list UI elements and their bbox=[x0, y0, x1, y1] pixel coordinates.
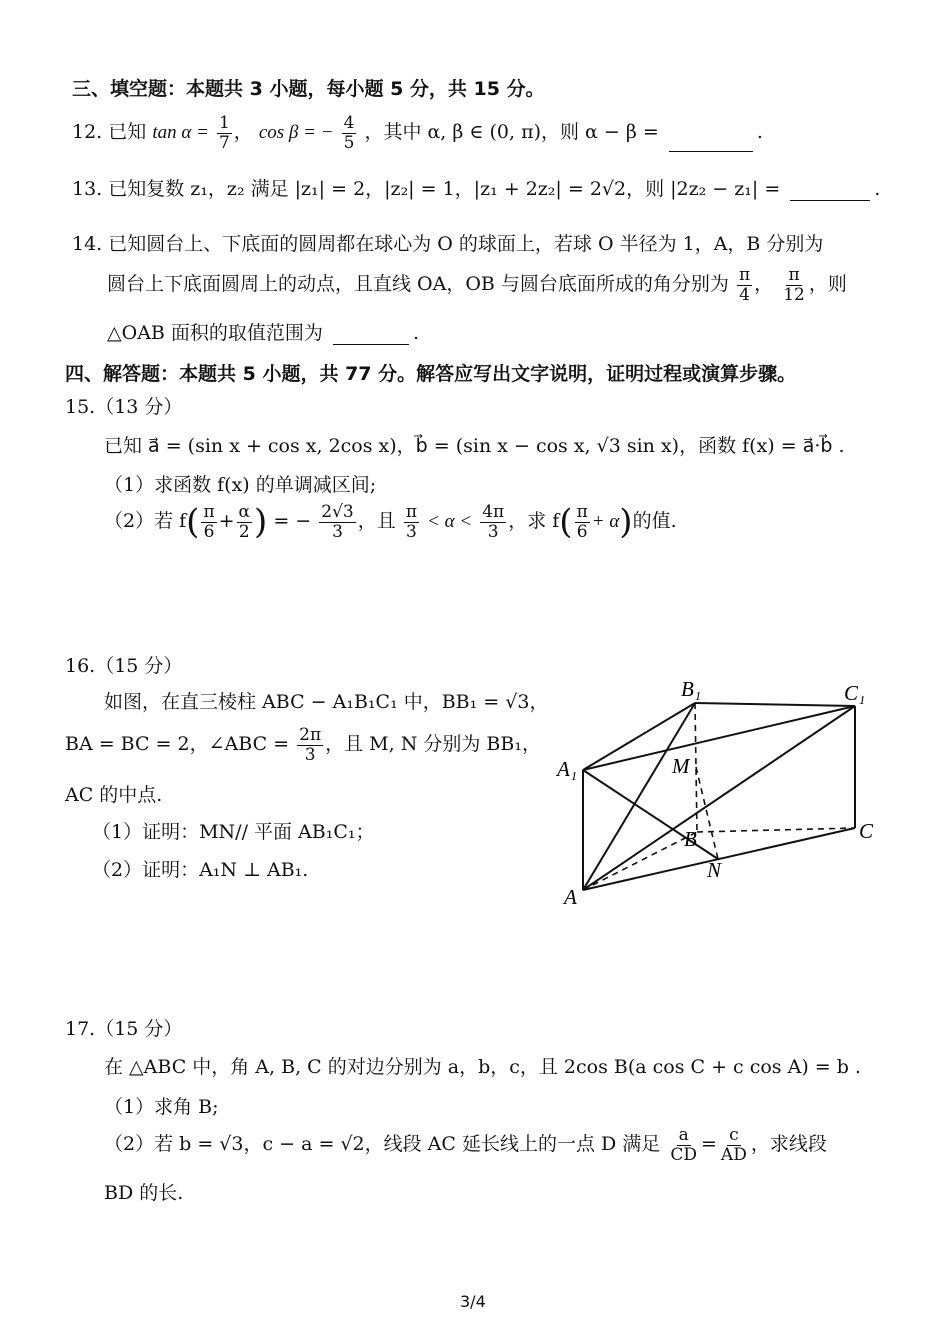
label-N: N bbox=[707, 858, 722, 882]
question-14-line-3 bbox=[107, 318, 419, 345]
label-C1: C₁ bbox=[844, 681, 866, 705]
edge-A1N bbox=[583, 770, 718, 859]
section-4-heading: 四、解答题：本题共 5 小题，共 77 分。解答应写出文字说明，证明过程或演算步骤。 bbox=[65, 363, 797, 385]
label-M: M bbox=[672, 754, 690, 778]
q14-line-3: △OAB 面积的取值范围为 bbox=[107, 322, 323, 344]
q12-text-1: 已知 bbox=[108, 121, 147, 144]
q15-part-2: （2）若 f( $\frac{\pi}{6}$ + $\frac{\alpha}{2}$ ) = − $\frac{2√3}{3}$ ，且 $\frac{\pi}{3}$ < α < $\frac{4\pi}{3}$ ，求 f( $\frac{\pi}{6}$ + α)的值. bbox=[104, 502, 677, 543]
q15-frac-pi6: $\frac{\pi}{6}$ bbox=[203, 502, 215, 542]
q17-part-1: （1）求角 B; bbox=[104, 1096, 219, 1118]
q12-tan: tan α = bbox=[152, 122, 209, 144]
label-A: A bbox=[564, 885, 577, 909]
q17-heading: 17.（15 分） bbox=[65, 1018, 183, 1040]
q13-end: . bbox=[874, 178, 881, 200]
edge-AB1 bbox=[583, 703, 695, 890]
q15-frac-4pi3: $\frac{4\pi}{3}$ bbox=[482, 502, 505, 542]
q16-part-2: （2）证明：A₁N ⊥ AB₁. bbox=[92, 859, 309, 881]
q17-frac-c-AD: $\frac{c}{AD}$ bbox=[720, 1125, 747, 1165]
label-C: C bbox=[859, 819, 874, 843]
edge-BC-hidden bbox=[697, 828, 855, 832]
question-12: 12. 已知 tan α = $\frac{1}{7}$ ， cos β = − $\frac{4}{5}$ ，其中 α, β ∈ (0, π)，则 α − β = . bbox=[72, 113, 763, 153]
q14-fraction-1: $\frac{\pi}{4}$ bbox=[738, 265, 751, 305]
q16-line-1: 如图，在直三棱柱 ABC − A₁B₁C₁ 中，BB₁ = √3， bbox=[104, 691, 549, 713]
q14-fraction-2: $\frac{\pi}{12}$ bbox=[783, 265, 805, 305]
q12-number: 12. bbox=[72, 121, 103, 144]
label-B1: B₁ bbox=[681, 677, 702, 701]
q12-end: . bbox=[756, 121, 763, 144]
label-B: B bbox=[684, 827, 697, 851]
question-14-line-1 bbox=[72, 229, 823, 256]
question-13 bbox=[72, 174, 880, 201]
q15-heading: 15.（13 分） bbox=[65, 396, 183, 418]
q12-text-2: ，其中 α, β ∈ (0, π)，则 α − β = bbox=[364, 121, 659, 144]
q14-number: 14. bbox=[72, 233, 103, 255]
q17-line-1: 在 △ABC 中，角 A, B, C 的对边分别为 a，b，c，且 2cos B(a cos C + c cos A) = b . bbox=[104, 1056, 861, 1078]
edge-MN-hidden bbox=[696, 767, 718, 859]
section-3-heading: 三、填空题：本题共 3 小题，每小题 5 分，共 15 分。 bbox=[72, 78, 545, 100]
edge-A1C1 bbox=[583, 706, 855, 770]
q14-end: . bbox=[412, 322, 420, 344]
q12-fraction-2: $\frac{4}{5}$ bbox=[343, 113, 355, 153]
q15-frac-value: $\frac{2√3}{3}$ bbox=[321, 502, 354, 542]
q15-frac-alpha2: $\frac{\alpha}{2}$ bbox=[238, 502, 251, 542]
prism-figure bbox=[548, 668, 888, 918]
q13-text: 已知复数 z₁，z₂ 满足 |z₁| = 2，|z₂| = 1，|z₁ + 2z₂| = 2√2，则 |2z₂ − z₁| = bbox=[108, 178, 781, 200]
label-A1: A₁ bbox=[557, 757, 578, 781]
q15-frac-pi3: $\frac{\pi}{3}$ bbox=[405, 502, 417, 542]
q15-line-1: 已知 a⃗ = (sin x + cos x, 2cos x)，b⃗ = (sin x − cos x, √3 sin x)，函数 f(x) = a⃗·b⃗ . bbox=[104, 435, 845, 457]
q12-cos: cos β = − bbox=[258, 122, 334, 144]
q15-frac-pi6-b: $\frac{\pi}{6}$ bbox=[576, 502, 588, 542]
q16-part-1: （1）证明：MN// 平面 AB₁C₁； bbox=[92, 821, 375, 843]
page-number: 3/4 bbox=[460, 1292, 486, 1311]
q16-line-3: AC 的中点. bbox=[65, 784, 163, 806]
q16-line-2: BA = BC = 2，∠ABC = $\frac{2\pi}{3}$ ，且 M, N 分别为 BB₁， bbox=[65, 725, 541, 765]
q16-frac-2pi3: $\frac{2\pi}{3}$ bbox=[299, 725, 322, 765]
q17-frac-a-CD: $\frac{a}{CD}$ bbox=[670, 1125, 697, 1165]
question-14-line-2: 圆台上下底面圆周上的动点，且直线 OA，OB 与圆台底面所成的角分别为 $\frac{\pi}{4}$ ， $\frac{\pi}{12}$ ，则 bbox=[107, 265, 847, 305]
q15-part-2-text: （2）若 f bbox=[104, 510, 187, 533]
q17-part-2: （2）若 b = √3，c − a = √2，线段 AC 延长线上的一点 D 满足 $\frac{a}{CD}$ = $\frac{c}{AD}$ ，求线段 bbox=[104, 1125, 827, 1165]
q14-line-1: 已知圆台上、下底面的圆周都在球心为 O 的球面上，若球 O 半径为 1，A，B 分别为 bbox=[108, 233, 824, 255]
q14-line-2b: ，则 bbox=[808, 273, 847, 296]
q17-line-3: BD 的长. bbox=[104, 1182, 184, 1204]
edge-B1C1 bbox=[695, 703, 855, 706]
q13-number: 13. bbox=[72, 178, 103, 200]
q14-answer-blank[interactable] bbox=[333, 326, 409, 345]
q15-part-1: （1）求函数 f(x) 的单调减区间; bbox=[104, 474, 377, 496]
q12-fraction-1: $\frac{1}{7}$ bbox=[218, 113, 230, 153]
q16-heading: 16.（15 分） bbox=[65, 655, 183, 677]
q12-answer-blank[interactable] bbox=[669, 133, 753, 152]
q13-answer-blank[interactable] bbox=[790, 182, 870, 201]
q14-line-2a: 圆台上下底面圆周上的动点，且直线 OA，OB 与圆台底面所成的角分别为 bbox=[107, 273, 729, 296]
